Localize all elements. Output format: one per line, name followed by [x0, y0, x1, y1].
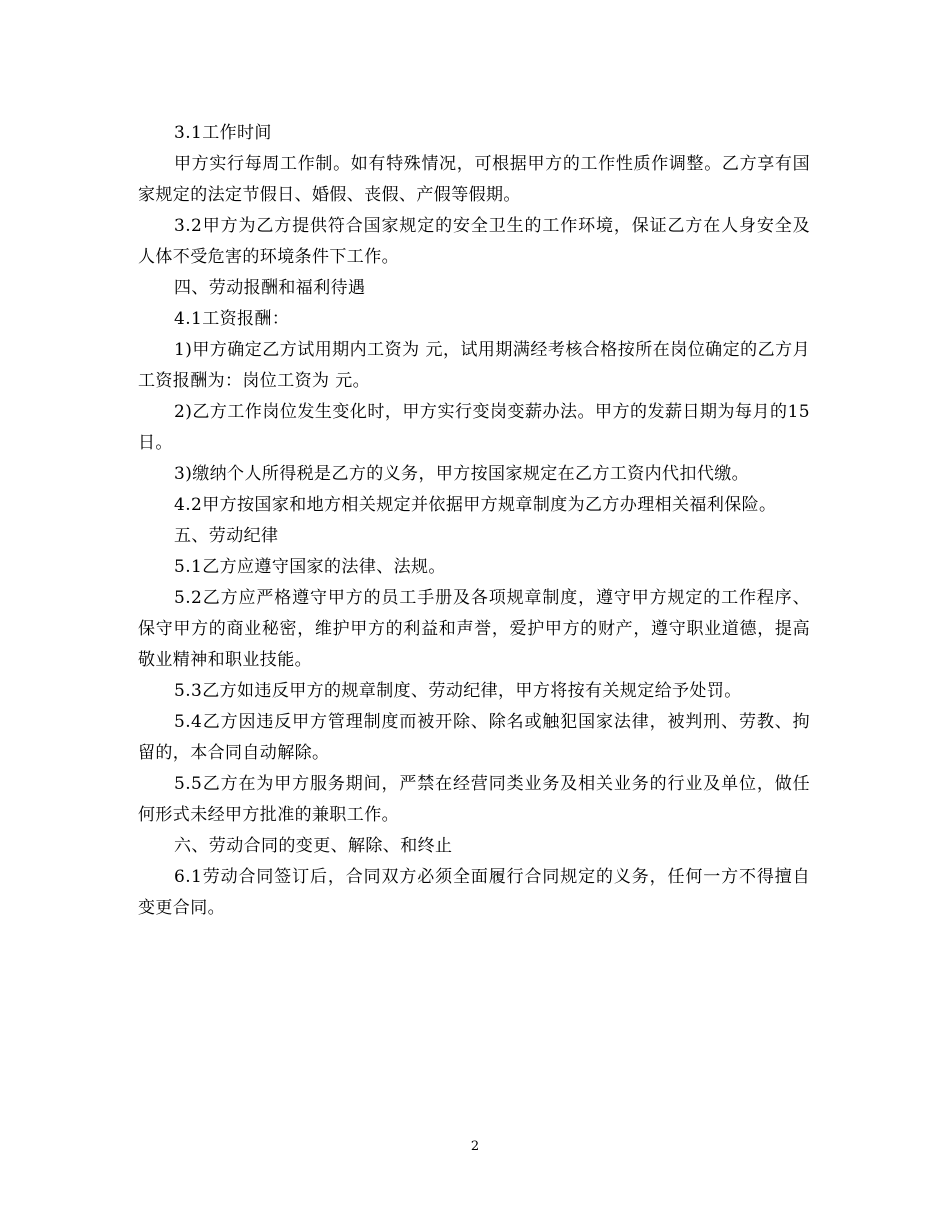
- salary-item-1: 1)甲方确定乙方试用期内工资为 元，试用期满经考核合格按所在岗位确定的乙方月工资报酬为：岗位工资为 元。: [138, 340, 810, 391]
- section-4-2-paragraph: 4.2甲方按国家和地方相关规定并依据甲方规章制度为乙方办理相关福利保险。: [174, 495, 777, 515]
- section-5-1-paragraph: 5.1乙方应遵守国家的法律、法规。: [174, 557, 446, 577]
- section-5-3-paragraph: 5.3乙方如违反甲方的规章制度、劳动纪律，甲方将按有关规定给予处罚。: [174, 681, 742, 701]
- section-6-1-paragraph: 6.1劳动合同签订后，合同双方必须全面履行合同规定的义务，任何一方不得擅自变更合同。: [138, 867, 810, 918]
- section-5-4-paragraph: 5.4乙方因违反甲方管理制度而被开除、除名或触犯国家法律，被判刑、劳教、拘留的，本合同自动解除。: [138, 712, 810, 763]
- salary-item-3: 3)缴纳个人所得税是乙方的义务，甲方按国家规定在乙方工资内代扣代缴。: [174, 464, 750, 484]
- section-3-2-paragraph: 3.2甲方为乙方提供符合国家规定的安全卫生的工作环境，保证乙方在人身安全及人体不受危害的环境条件下工作。: [138, 216, 810, 267]
- document-body: [138, 118, 810, 924]
- working-hours-paragraph: 甲方实行每周工作制。如有特殊情况，可根据甲方的工作性质作调整。乙方享有国家规定的法定节假日、婚假、丧假、产假等假期。: [138, 154, 810, 205]
- section-4-1-heading: 4.1工资报酬：: [174, 309, 290, 329]
- page-number: 2: [470, 1139, 480, 1154]
- section-6-heading: 六、劳动合同的变更、解除、和终止: [174, 836, 453, 856]
- section-5-2-paragraph: 5.2乙方应严格遵守甲方的员工手册及各项规章制度，遵守甲方规定的工作程序、保守甲方的商业秘密，维护甲方的利益和声誉，爱护甲方的财产，遵守职业道德，提高敬业精神和职业技能。: [138, 588, 810, 670]
- section-5-heading: 五、劳动纪律: [174, 526, 279, 546]
- section-5-5-paragraph: 5.5乙方在为甲方服务期间，严禁在经营同类业务及相关业务的行业及单位，做任何形式未经甲方批准的兼职工作。: [138, 774, 810, 825]
- salary-item-2: 2)乙方工作岗位发生变化时，甲方实行变岗变薪办法。甲方的发薪日期为每月的15日。: [138, 402, 810, 453]
- section-4-heading: 四、劳动报酬和福利待遇: [174, 278, 366, 298]
- section-3-1-heading: 3.1工作时间: [174, 123, 272, 143]
